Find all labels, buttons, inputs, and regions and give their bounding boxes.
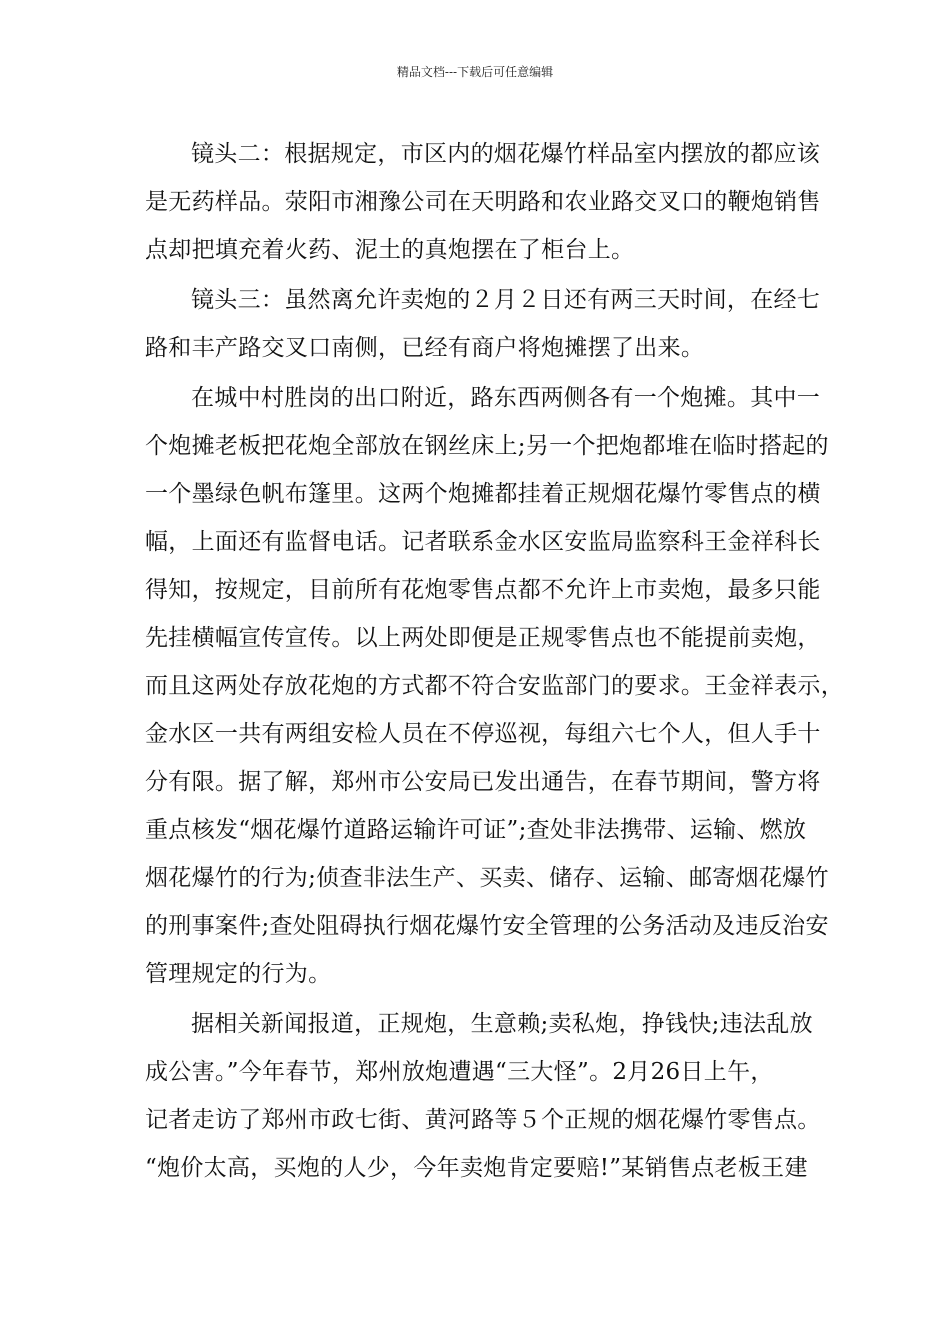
text-line: 先挂横幅宣传宣传。以上两处即便是正规零售点也不能提前卖炮，: [145, 625, 821, 651]
text-line: “炮价太高，买炮的人少，今年卖炮肯定要赔!”某销售点老板王建: [145, 1155, 808, 1181]
text-line: 而且这两处存放花炮的方式都不符合安监部门的要求。王金祥表示，: [145, 673, 844, 699]
text-line: 在城中村胜岗的出口附近，路东西两侧各有一个炮摊。其中一: [191, 385, 821, 411]
text-line: 是无药样品。荥阳市湘豫公司在天明路和农业路交叉口的鞭炮销售: [145, 189, 821, 215]
text-line: 成公害。”今年春节，郑州放炮遭遇“三大怪”。2月26日上午，: [145, 1059, 774, 1085]
text-line: 金水区一共有两组安检人员在不停巡视，每组六七个人，但人手十: [145, 721, 821, 747]
document-body: [145, 130, 844, 1192]
paragraph: [145, 374, 844, 998]
paragraph: [145, 130, 825, 274]
page-header: 精品文档---下载后可任意编辑: [396, 65, 554, 79]
paragraph: [145, 1000, 825, 1192]
text-line: 幅，上面还有监督电话。记者联系金水区安监局监察科王金祥科长: [145, 529, 821, 555]
text-line: 一个墨绿色帆布篷里。这两个炮摊都挂着正规烟花爆竹零售点的横: [145, 481, 821, 507]
text-line: 管理规定的行为。: [145, 961, 332, 987]
text-line: 个炮摊老板把花炮全部放在钢丝床上;另一个把炮都堆在临时搭起的: [145, 433, 829, 459]
text-line: 记者走访了郑州市政七街、黄河路等５个正规的烟花爆竹零售点。: [145, 1107, 821, 1133]
text-line: 据相关新闻报道，正规炮，生意赖;卖私炮，挣钱快;违法乱放: [191, 1011, 813, 1037]
text-line: 烟花爆竹的行为;侦查非法生产、买卖、储存、运输、邮寄烟花爆竹: [145, 865, 829, 891]
text-line: 点却把填充着火药、泥土的真炮摆在了柜台上。: [145, 237, 635, 263]
text-line: 路和丰产路交叉口南侧，已经有商户将炮摊摆了出来。: [145, 335, 705, 361]
text-line: 重点核发“烟花爆竹道路运输许可证”;查处非法携带、运输、燃放: [145, 817, 807, 843]
text-line: 得知，按规定，目前所有花炮零售点都不允许上市卖炮，最多只能: [145, 577, 821, 603]
text-line: 镜头三：虽然离允许卖炮的２月２日还有两三天时间，在经七: [191, 287, 821, 313]
text-line: 的刑事案件;查处阻碍执行烟花爆竹安全管理的公务活动及违反治安: [145, 913, 829, 939]
paragraph: [145, 276, 825, 372]
text-line: 分有限。据了解，郑州市公安局已发出通告，在春节期间，警方将: [145, 769, 821, 795]
text-line: 镜头二：根据规定，市区内的烟花爆竹样品室内摆放的都应该: [191, 141, 821, 167]
